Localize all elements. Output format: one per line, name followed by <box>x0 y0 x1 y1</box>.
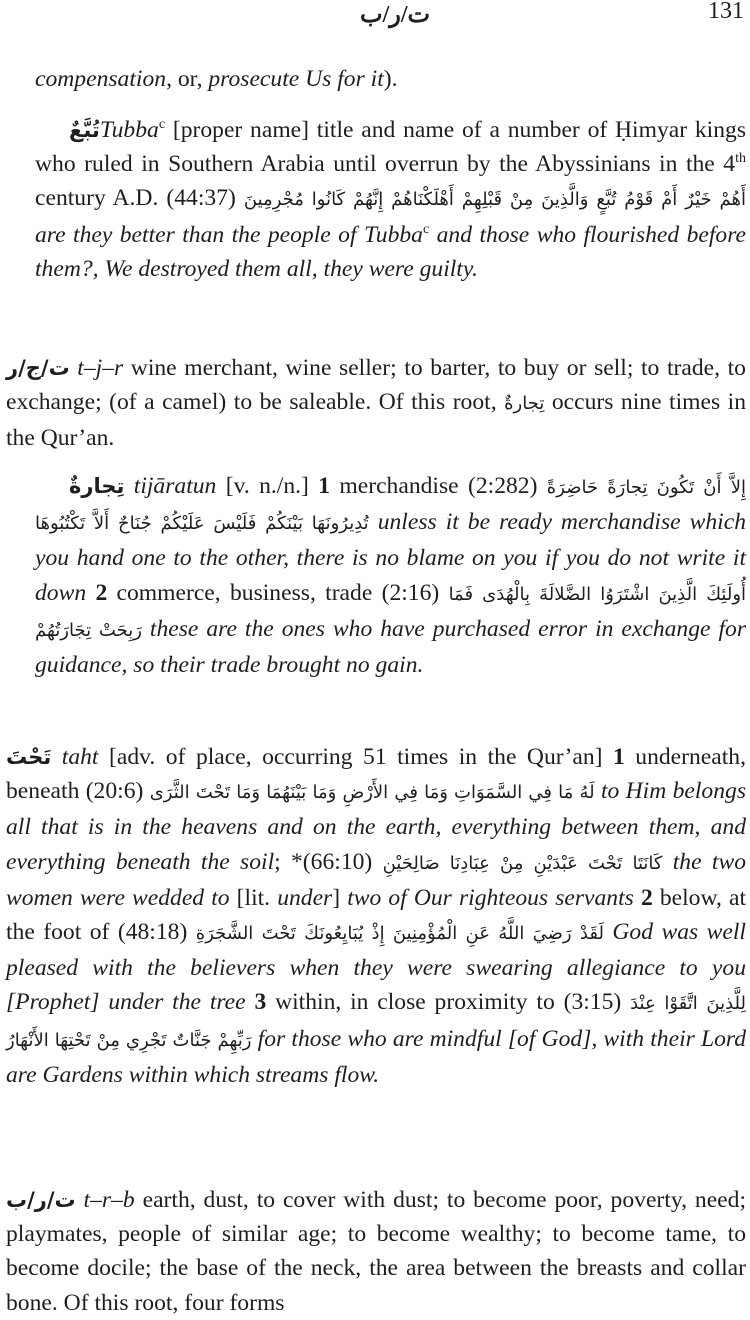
sense-number: 1 <box>612 744 625 770</box>
superscript: c <box>422 221 430 237</box>
text-segment: prosecute Us for it <box>208 66 384 92</box>
arabic-word: تِجارةٌ <box>504 393 545 415</box>
root-transliteration: t–j–r <box>69 355 124 381</box>
headword-transliteration: Tubba <box>99 117 159 143</box>
quran-quote-arabic: كَانَتَا تَحْتَ عَبْدَيْنِ مِنْ عِبَادِنَا صَالِحَيْنِ <box>382 852 663 874</box>
quran-translation: under <box>277 884 333 911</box>
quran-translation: for those who are mindful [of God], with their Lord are Gardens within which streams flow. <box>6 1025 746 1088</box>
entry-root-trb <box>6 1183 746 1320</box>
quran-quote-arabic: لِلَّذِينَ اتَّقَوْا عِنْدَ رَبِّهِمْ جَنَّاتٌ تَجْرِي مِنْ تَحْتِهَا الأَنْهَارُ <box>6 993 746 1051</box>
quran-translation: are they better than the people of Tubba <box>35 221 423 248</box>
sense-number: 3 <box>254 989 267 1016</box>
quran-translation: unless it be ready merchandise which you hand one to the other, there is no blame on you if you do not write it down <box>35 509 746 606</box>
text-segment: ). <box>383 66 398 92</box>
quran-translation: these are the ones who have purchased error in exchange for guidance, so their trade brought no gain. <box>35 615 746 679</box>
entry-taht <box>6 740 746 1092</box>
quran-quote-arabic: إِلاَّ أَنْ تَكُونَ تِجارَةً حَاضِرَةً تُدِيرُونَهَا بَيْنَكُمْ فَلَيْسَ عَلَيْكُمْ جُنَاحٌ أَلاَّ تَكْتُبُوهَا <box>35 477 746 535</box>
quran-translation: God was well pleased with the believers when they were swearing allegiance to you [Prophet] under the tree <box>6 919 746 1016</box>
definition-text: underneath, beneath (20:6) <box>6 744 746 805</box>
headword-arabic: تُبَّعٌ <box>69 118 100 142</box>
text-segment: compensation <box>35 66 167 92</box>
headword-arabic: تِجارةٌ <box>69 474 125 498</box>
definition-text: commerce, business, trade (2:16) <box>107 579 449 606</box>
definition-text: occurs nine times in the Qur’an. <box>6 389 746 452</box>
definition-text: earth, dust, to cover with dust; to become poor, poverty, need; playmates, people of similar age; to become wealthy; to become tame, to become docile; the base of the neck, the area between the breasts and collar bone. Of this root, four forms <box>6 1187 747 1316</box>
entry-tubba <box>35 113 746 286</box>
quran-quote-arabic: لَقَدْ رَضِيَ اللَّهُ عَنِ الْمُؤْمِنِينَ إِذْ يُبَايِعُونَكَ تَحْتَ الشَّجَرَةِ <box>195 923 604 945</box>
superscript: c <box>158 117 166 133</box>
definition-text: merchandise (2:282) <box>330 473 547 499</box>
entry-tijaratun <box>35 469 746 682</box>
root-arabic: ت/ج/ر <box>6 356 70 380</box>
quran-translation: and those who flourished before them?, We destroyed them all, they were guilty. <box>35 221 746 282</box>
definition-text: ; *(66:10) <box>274 848 383 875</box>
quran-translation: two of Our righteous servants <box>347 884 634 911</box>
page-number: 131 <box>708 0 744 24</box>
entry-root-tjr <box>6 351 746 456</box>
definition-text <box>634 885 641 911</box>
root-arabic: ت/ر/ب <box>6 1188 76 1212</box>
text-segment: , or, <box>166 66 209 92</box>
definition-text: century A.D. (44:37) <box>35 185 244 212</box>
quran-translation: to Him belongs all that is in the heavens and on the earth, everything between them, and everything beneath the soil <box>6 778 746 875</box>
sense-number: 2 <box>640 884 653 911</box>
headword-arabic: تَحْتَ <box>6 745 52 769</box>
definition-text: wine merchant, wine seller; to barter, to buy or sell; to trade, to exchange; (of a camel) to be saleable. Of this root, <box>6 355 746 416</box>
quran-quote-arabic: أُولَئِكَ الَّذِينَ اشْتَرَوُا الضَّلالَةَ بِالْهُدَى فَمَا رَبِحَتْ تِجَارَتُهُمْ <box>35 583 747 641</box>
definition-text: [v. n./n.] <box>216 473 319 499</box>
sense-number: 2 <box>95 579 108 606</box>
superscript: th <box>735 151 746 167</box>
definition-text: below, at the foot of (48:18) <box>6 884 747 946</box>
root-transliteration: t–r–b <box>75 1187 135 1213</box>
definition-text: within, in close proximity to (3:15) <box>266 989 631 1016</box>
quran-translation: the two women were wedded to <box>6 848 746 911</box>
definition-text: [proper name] title and name of a number of Ḥimyar kings who ruled in Southern Arabia until overrun by the Abyssinians in the 4 <box>35 117 746 178</box>
quran-quote-arabic: أَهُمْ خَيْرٌ أَمْ قَوْمُ تُبَّعٍ وَالَّذِينَ مِنْ قَبْلِهِمْ أَهْلَكْنَاهُمْ إِنَّهُمْ كَانُوا مُجْرِمِينَ <box>243 189 746 211</box>
running-head: ت/ر/ب <box>360 2 431 28</box>
headword-transliteration: taht <box>51 744 99 770</box>
definition-text: [lit. <box>229 884 278 911</box>
definition-text: [adv. of place, occurring 51 times in the Qur’an] <box>98 744 613 770</box>
sense-number: 1 <box>318 473 331 499</box>
definition-text: ] <box>332 884 348 911</box>
headword-transliteration: tijāratun <box>124 473 217 499</box>
quran-quote-arabic: لَهُ مَا فِي السَّمَوَاتِ وَمَا فِي الأَرْضِ وَمَا بَيْنَهُمَا وَمَا تَحْتَ الثَّرَى <box>149 782 595 804</box>
continuation-paragraph <box>35 62 746 96</box>
